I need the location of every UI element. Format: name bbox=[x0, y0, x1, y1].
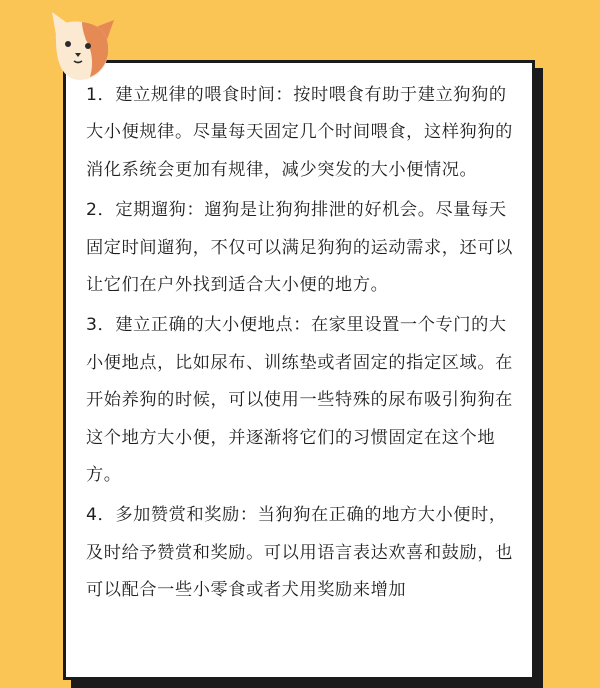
tip-paragraph-3: 3．建立正确的大小便地点：在家里设置一个专门的大小便地点，比如尿布、训练垫或者固定的指定区域。在开始养狗的时候，可以使用一些特殊的尿布吸引狗狗在这个地方大小便，并逐渐将它们的习惯固定在这个地方。 bbox=[86, 315, 513, 486]
dog-face-icon bbox=[44, 6, 120, 84]
tip-paragraph-1: 1．建立规律的喂食时间：按时喂食有助于建立狗狗的大小便规律。尽量每天固定几个时间喂食，这样狗狗的消化系统会更加有规律，减少突发的大小便情况。 bbox=[86, 85, 513, 180]
tip-paragraph-2: 2．定期遛狗：遛狗是让狗狗排泄的好机会。尽量每天固定时间遛狗，不仅可以满足狗狗的运动需求，还可以让它们在户外找到适合大小便的地方。 bbox=[86, 200, 513, 296]
tips-list bbox=[86, 77, 518, 613]
tip-paragraph-4: 4．多加赞赏和奖励：当狗狗在正确的地方大小便时，及时给予赞赏和奖励。可以用语言表达欢喜和鼓励，也可以配合一些小零食或者犬用奖励来增加 bbox=[86, 505, 513, 601]
tips-card bbox=[63, 60, 535, 680]
